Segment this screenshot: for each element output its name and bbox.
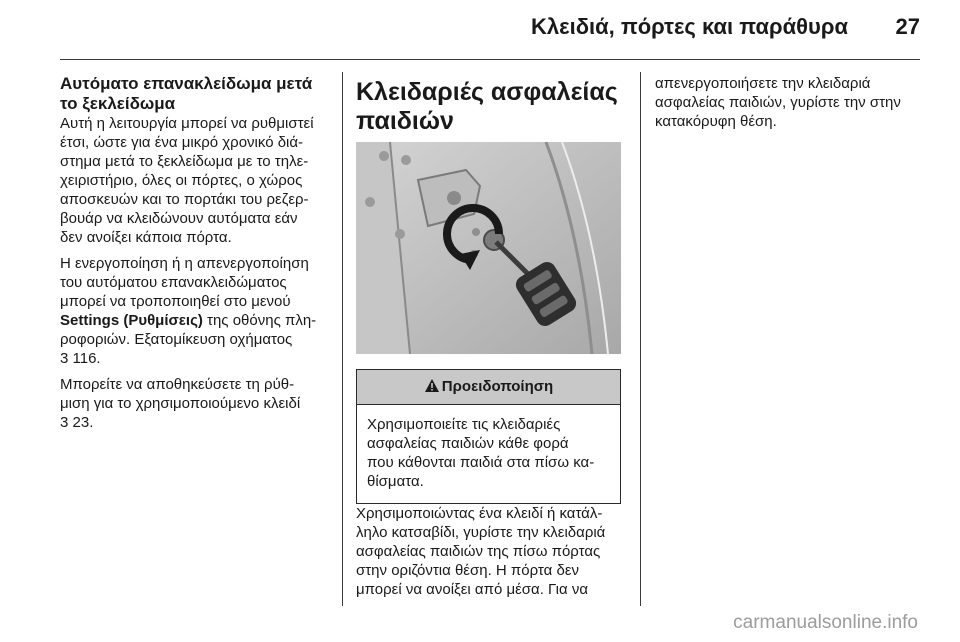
warning-body: [357, 405, 620, 503]
warning-header: [357, 370, 620, 405]
header-title: Κλειδιά, πόρτες και παράθυρα: [531, 14, 848, 39]
text-line: αποσκευών και το πορτάκι του ρεζερ-: [60, 191, 309, 208]
paragraph-store-setting: [60, 375, 332, 432]
text-line: κατακόρυφη θέση.: [655, 113, 777, 130]
column-rule-1: [342, 72, 343, 606]
heading-line: παιδιών: [356, 107, 454, 135]
right-column: [655, 74, 925, 138]
text-line: θίσματα.: [367, 473, 424, 490]
section-heading-child-locks: [356, 78, 624, 136]
child-lock-illustration: [356, 142, 621, 354]
text-line: ασφαλείας παιδιών της πίσω πόρτας: [356, 543, 601, 560]
heading-line: Κλειδαριές ασφαλείας: [356, 78, 618, 106]
text-line: ροφοριών. Εξατομίκευση οχήματος: [60, 331, 293, 348]
warning-triangle-icon: [424, 378, 440, 393]
text-line: Αυτή η λειτουργία μπορεί να ρυθμιστεί: [60, 115, 314, 132]
page-reference-link[interactable]: 3 23.: [60, 414, 94, 431]
text-line: της οθόνης πλη-: [202, 312, 317, 329]
watermark: carmanualsonline.info: [733, 612, 918, 633]
paragraph-settings: [60, 254, 332, 368]
text-line: μπορεί να ανοίξει από μέσα. Για να: [356, 581, 589, 598]
text-line: Μπορείτε να αποθηκεύσετε τη ρύθ-: [60, 376, 295, 393]
left-column: [60, 74, 332, 439]
text-line: έτσι, ώστε για ένα μικρό χρονικό διά-: [60, 134, 304, 151]
text-line: Χρησιμοποιώντας ένα κλειδί ή κατάλ-: [356, 505, 603, 522]
text-line: χειριστήριο, όλες οι πόρτες, ο χώρος: [60, 172, 303, 189]
text-line: μπορεί να τροποποιηθεί στο μενού: [60, 293, 291, 310]
warning-title: Προειδοποίηση: [441, 378, 554, 395]
text-line: Η ενεργοποίηση ή η απενεργοποίηση: [60, 255, 309, 272]
header-rule: [60, 59, 920, 60]
paragraph-deactivate: [655, 74, 925, 131]
text-line: ληλο κατσαβίδι, γυρίστε την κλειδαριά: [356, 524, 606, 541]
warning-box: [356, 369, 621, 504]
page-reference-link[interactable]: 3 116.: [60, 350, 101, 367]
door-key-illustration: [356, 142, 621, 354]
text-line: μιση για το χρησιμοποιούμενο κλειδί: [60, 395, 301, 412]
text-line: στημα μετά το ξεκλείδωμα με το τηλε-: [60, 153, 309, 170]
page-number: 27: [895, 14, 920, 39]
column-rule-2: [640, 72, 641, 606]
text-line: βουάρ να κλειδώνουν αυτόματα εάν: [60, 210, 298, 227]
text-line: ασφαλείας παιδιών, γυρίστε την στην: [655, 94, 901, 111]
text-line: ασφαλείας παιδιών κάθε φορά: [367, 435, 569, 452]
text-line: που κάθονται παιδιά στα πίσω κα-: [367, 454, 595, 471]
text-line: Χρησιμοποιείτε τις κλειδαριές: [367, 416, 561, 433]
paragraph-child-lock-usage: [356, 504, 624, 599]
middle-column: [356, 74, 624, 606]
heading-line: Αυτόματο επανακλείδωμα μετά: [60, 74, 313, 93]
text-line: του αυτόματου επανακλειδώματος: [60, 274, 287, 291]
heading-line: το ξεκλείδωμα: [60, 94, 176, 113]
text-line: δεν ανοίξει κάποια πόρτα.: [60, 229, 232, 246]
text-line: απενεργοποιήσετε την κλειδαριά: [655, 75, 871, 92]
section-heading-auto-relock: [60, 74, 332, 114]
paragraph-auto-relock: [60, 114, 332, 247]
settings-menu-label: Settings (Ρυθμίσεις): [60, 312, 203, 329]
text-line: στην οριζόντια θέση. Η πόρτα δεν: [356, 562, 580, 579]
